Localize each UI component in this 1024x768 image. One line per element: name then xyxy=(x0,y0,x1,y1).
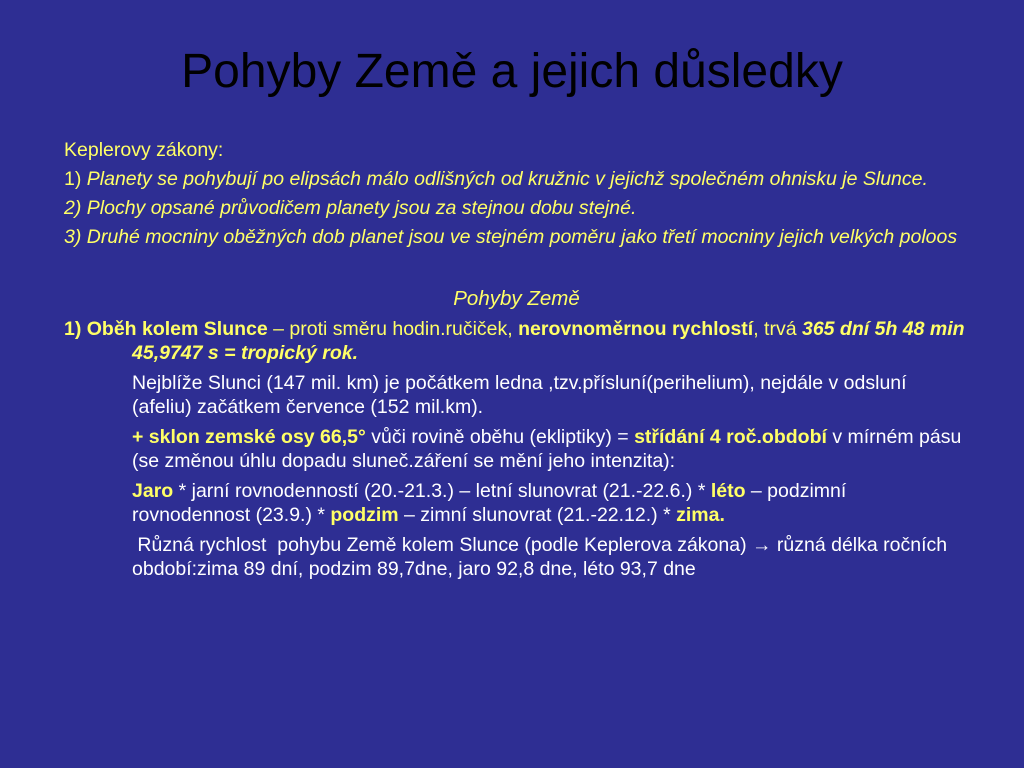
kepler-law-3: 3) Druhé mocniny oběžných dob planet jsou ve stejném poměru jako třetí mocniny jejich velkých poloos xyxy=(64,226,958,248)
season-summer-text: – podzimní rovnodennost (23.9.) * xyxy=(132,480,847,526)
motions-heading: Pohyby Země xyxy=(453,287,580,310)
season-winter: zima. xyxy=(676,504,725,526)
axis-tilt-end: v mírném pásu (se změnou úhlu dopadu sluneč.záření se mění jeho intenzita): xyxy=(132,426,962,472)
season-spring-text: * jarní rovnodenností (20.-21.3.) – letní slunovrat (21.-22.6.) * xyxy=(173,480,711,502)
perihelion-text: Nejblíže Slunci (147 mil. km) je počátkem ledna ,tzv.přísluní(perihelium), nejdále v odsluní (afeliu) začátkem července (152 mil.km). xyxy=(132,372,907,418)
axis-tilt-text xyxy=(64,425,969,473)
kepler-law-2: 2) Plochy opsané průvodičem planety jsou za stejnou dobu stejné. xyxy=(64,197,637,219)
speed-note-text: Různá rychlost pohybu Země kolem Slunce (podle Keplerova zákona) → různá délka ročních období:zima 89 dní, podzim 89,7dne, jaro 92,8 dne, léto 93,7 dne xyxy=(132,534,953,580)
orbit-lead: 1) Oběh kolem Slunce xyxy=(64,318,268,340)
season-autumn: podzim xyxy=(330,504,399,526)
seasons-alternation: střídání 4 roč.období xyxy=(634,426,827,448)
orbit-speed: nerovnoměrnou rychlostí xyxy=(518,318,754,340)
kepler-law-1-number: 1) xyxy=(64,168,87,190)
season-autumn-text: – zimní slunovrat (21.-22.12.) * xyxy=(398,504,677,526)
orbit-lasts: , trvá xyxy=(753,318,802,340)
kepler-heading: Keplerovy zákony: xyxy=(64,139,224,161)
axis-tilt-mid: vůči rovině oběhu (ekliptiky) = xyxy=(365,426,635,448)
season-spring: Jaro xyxy=(132,480,174,502)
axis-tilt-lead: + sklon zemské osy 66,5° xyxy=(132,426,366,448)
slide-content xyxy=(64,138,969,586)
kepler-law-1 xyxy=(64,167,969,191)
season-summer: léto xyxy=(710,480,746,502)
kepler-law-1-text: Planety se pohybují po elipsách málo odlišných od kružnic v jejichž společném ohnisku je Slunce. xyxy=(86,168,928,190)
orbit-duration: 365 dní 5h 48 min 45,9747 s = tropický rok. xyxy=(132,318,965,364)
orbit-direction: – proti směru hodin.ručiček, xyxy=(267,318,519,340)
orbit-item xyxy=(64,317,969,365)
seasons-text xyxy=(64,479,969,527)
slide-title: Pohyby Země a jejich důsledky xyxy=(181,45,843,98)
